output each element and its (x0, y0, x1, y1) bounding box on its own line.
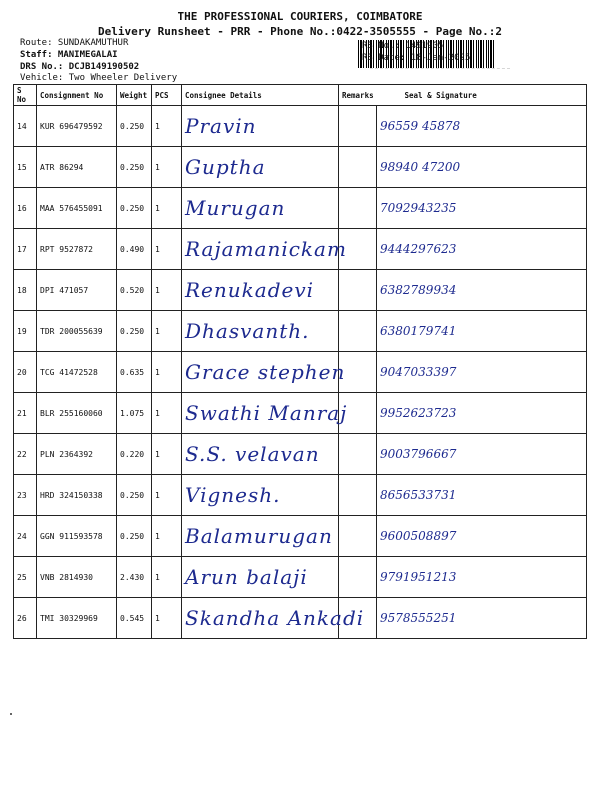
header-sno: S No (14, 85, 37, 106)
pcs: 1 (152, 434, 182, 475)
handwritten-consignee: Murugan (185, 196, 286, 220)
table-row (14, 229, 587, 270)
handwritten-consignee: Balamurugan (185, 524, 333, 548)
pcs: 1 (152, 147, 182, 188)
table-header-row (14, 85, 587, 106)
table-row (14, 393, 587, 434)
consignment-no: BLR 255160060 (37, 393, 117, 434)
seal-signature (377, 393, 587, 434)
header-consignment: Consignment No (37, 85, 117, 106)
handwritten-signature: 6380179741 (380, 324, 457, 338)
consignee-name (182, 598, 365, 639)
handwritten-signature: 9578555251 (380, 611, 457, 625)
pcs: 1 (152, 352, 182, 393)
pcs: 1 (152, 557, 182, 598)
seal-signature (377, 188, 587, 229)
weight: 0.545 (117, 598, 152, 639)
remarks (339, 516, 377, 557)
sno: 26 (14, 598, 37, 639)
handwritten-signature: 9047033397 (380, 365, 457, 379)
consignment-no: GGN 911593578 (37, 516, 117, 557)
table-row (14, 557, 587, 598)
seal-signature (377, 147, 587, 188)
table-row (14, 270, 587, 311)
consignment-no: PLN 2364392 (37, 434, 117, 475)
sno: 18 (14, 270, 37, 311)
table-row (14, 188, 587, 229)
remarks (339, 475, 377, 516)
consignee-name (182, 434, 339, 475)
table-row (14, 516, 587, 557)
runsheet-title: Delivery Runsheet - PRR - Phone No.:0422-3505555 - Page No.:2 (98, 25, 502, 38)
handwritten-consignee: Guptha (185, 155, 266, 179)
handwritten-consignee: S.S. velavan (185, 442, 320, 466)
weight: 0.250 (117, 188, 152, 229)
pcs: 1 (152, 270, 182, 311)
table-row (14, 598, 587, 639)
consignee-name (182, 188, 339, 229)
handwritten-signature: 9952623723 (380, 406, 457, 420)
staff-label: Staff: MANIMEGALAI (20, 50, 118, 60)
consignee-name (182, 147, 339, 188)
handwritten-signature: 9003796667 (380, 447, 457, 461)
sno: 14 (14, 106, 37, 147)
pcs: 1 (152, 229, 182, 270)
handwritten-signature: 9791951213 (380, 570, 457, 584)
remarks (339, 147, 377, 188)
header-consignee: Consignee Details (182, 85, 339, 106)
faint-stamp (370, 68, 510, 77)
consignment-no: DPI 471057 (37, 270, 117, 311)
handwritten-signature: 6382789934 (380, 283, 457, 297)
weight: 1.075 (117, 393, 152, 434)
header-remarks: Remarks (339, 85, 377, 106)
pcs: 1 (152, 106, 182, 147)
weight: 0.490 (117, 229, 152, 270)
sno: 17 (14, 229, 37, 270)
consignment-no: MAA 576455091 (37, 188, 117, 229)
handwritten-signature: 96559 45878 (380, 119, 461, 133)
handwritten-consignee: Rajamanickam (185, 237, 347, 261)
delivery-table (13, 84, 587, 639)
pcs: 1 (152, 311, 182, 352)
weight: 0.250 (117, 147, 152, 188)
header-weight: Weight (117, 85, 152, 106)
consignment-no: RPT 9527872 (37, 229, 117, 270)
pcs: 1 (152, 393, 182, 434)
consignment-no: HRD 324150338 (37, 475, 117, 516)
pcs: 1 (152, 188, 182, 229)
consignment-no: ATR 86294 (37, 147, 117, 188)
seal-signature (377, 598, 587, 639)
drs-label: DRS No.: DCJB149190502 (20, 62, 140, 72)
weight: 0.250 (117, 311, 152, 352)
remarks (339, 557, 377, 598)
header-pcs: PCS (152, 85, 182, 106)
handwritten-consignee: Renukadevi (185, 278, 315, 302)
remarks (339, 270, 377, 311)
handwritten-consignee: Dhasvanth. (185, 319, 310, 343)
sno: 22 (14, 434, 37, 475)
weight: 0.250 (117, 106, 152, 147)
seal-signature (377, 311, 587, 352)
sno: 16 (14, 188, 37, 229)
sno: 15 (14, 147, 37, 188)
seal-signature (377, 516, 587, 557)
route-label: Route: SUNDAKAMUTHUR (20, 38, 129, 48)
weight: 0.250 (117, 516, 152, 557)
consignee-name (182, 270, 339, 311)
seal-signature (377, 229, 587, 270)
table-row (14, 311, 587, 352)
consignment-no: TMI 30329969 (37, 598, 117, 639)
handwritten-signature: 8656533731 (380, 488, 457, 502)
rs-date: RS Date: 18-Jan-2025 (362, 53, 471, 63)
rs-no: RS No.: 1491905 (362, 41, 444, 51)
handwritten-consignee: Skandha Ankadi (185, 606, 365, 630)
consignee-name (182, 475, 339, 516)
remarks (339, 106, 377, 147)
weight: 2.430 (117, 557, 152, 598)
handwritten-consignee: Pravin (185, 114, 257, 138)
seal-signature (377, 434, 587, 475)
consignment-no: TCG 41472528 (37, 352, 117, 393)
consignee-name (182, 516, 339, 557)
table-row (14, 475, 587, 516)
seal-signature (377, 475, 587, 516)
remarks (339, 434, 377, 475)
pcs: 1 (152, 475, 182, 516)
sno: 23 (14, 475, 37, 516)
page-mark (10, 713, 12, 715)
weight: 0.250 (117, 475, 152, 516)
handwritten-signature: 9444297623 (380, 242, 457, 256)
handwritten-signature: 98940 47200 (380, 160, 461, 174)
consignee-name (182, 557, 339, 598)
handwritten-signature: 9600508897 (380, 529, 457, 543)
consignee-name (182, 229, 347, 270)
sno: 25 (14, 557, 37, 598)
remarks (339, 311, 377, 352)
sno: 20 (14, 352, 37, 393)
pcs: 1 (152, 516, 182, 557)
table-row (14, 147, 587, 188)
consignee-name (182, 352, 346, 393)
consignment-no: KUR 696479592 (37, 106, 117, 147)
handwritten-consignee: Vignesh. (185, 483, 281, 507)
remarks (339, 188, 377, 229)
table-row (14, 106, 587, 147)
table-row (14, 352, 587, 393)
handwritten-consignee: Arun balaji (185, 565, 308, 589)
handwritten-consignee: Grace stephen (185, 360, 346, 384)
consignment-no: TDR 200055639 (37, 311, 117, 352)
handwritten-consignee: Swathi Manraj (185, 401, 348, 425)
vehicle-label: Vehicle: Two Wheeler Delivery (20, 73, 178, 83)
table-row (14, 434, 587, 475)
seal-signature (377, 106, 587, 147)
pcs: 1 (152, 598, 182, 639)
consignee-name (182, 311, 339, 352)
weight: 0.520 (117, 270, 152, 311)
handwritten-signature: 7092943235 (380, 201, 457, 215)
consignee-name (182, 106, 339, 147)
sno: 19 (14, 311, 37, 352)
company-title: THE PROFESSIONAL COURIERS, COIMBATORE (177, 10, 423, 23)
seal-signature (377, 270, 587, 311)
weight: 0.220 (117, 434, 152, 475)
consignee-name (182, 393, 348, 434)
header-signature: Seal & Signature (377, 85, 587, 106)
seal-signature (377, 557, 587, 598)
consignment-no: VNB 2814930 (37, 557, 117, 598)
weight: 0.635 (117, 352, 152, 393)
sno: 21 (14, 393, 37, 434)
seal-signature (377, 352, 587, 393)
sno: 24 (14, 516, 37, 557)
